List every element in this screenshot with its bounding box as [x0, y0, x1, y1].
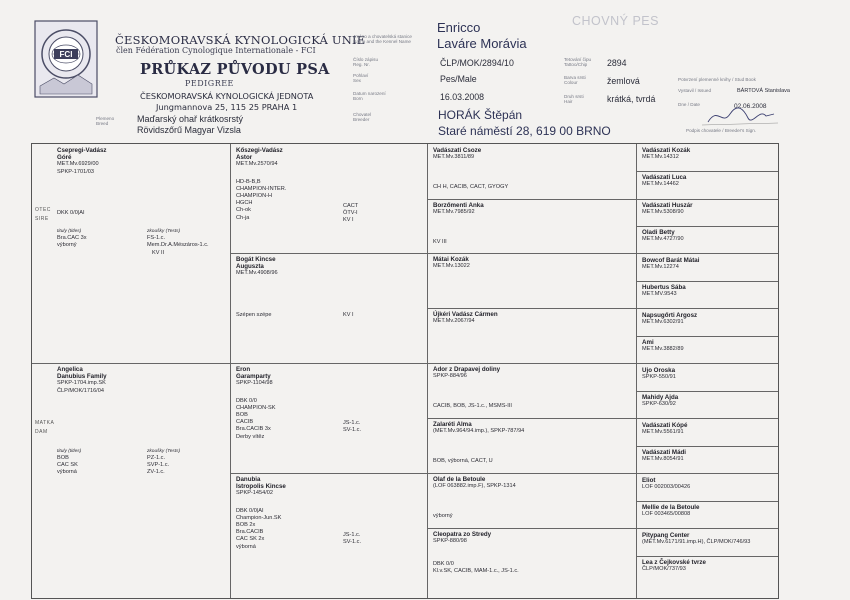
gen2-1-e2: ÖTV-I	[343, 210, 358, 217]
gen4-cell-3	[642, 202, 776, 216]
gen3-8-name: Cleopatra zo Stredy	[433, 531, 492, 538]
gen2-4-t3: BOB 2x	[236, 522, 256, 529]
dam-test: PZ-1.c.	[147, 455, 166, 461]
gen2-3-t6: Derby vítěz	[236, 433, 265, 440]
gen4-cell-12	[642, 449, 776, 463]
gen2-3-t1: DBK 0/0	[236, 397, 257, 404]
gen3-1-name: Vadászati Csoze	[433, 147, 482, 154]
union-title: ČESKOMORAVSKÁ KYNOLOGICKÁ UNIE	[115, 33, 366, 47]
dam-name-2: Danubius Family	[57, 373, 107, 381]
dam-side-label: MATKA DAM	[35, 420, 55, 435]
dam-reg-2: ČLP/MOK/1716/04	[57, 387, 104, 394]
gen2-4-reg: SPKP-1454/02	[236, 490, 274, 497]
gen2-2-name: Bogát Kincse	[236, 256, 276, 263]
sire-name-2: Góré	[57, 154, 72, 162]
dog-sex: Pes/Male	[440, 74, 477, 84]
label-breeder: Chovatel Breeder	[353, 112, 372, 123]
gen2-3-reg: SPKP-1104/98	[236, 380, 273, 387]
gen3-5-info: CACIB, BOB, JS-1.c., MSMS-III	[433, 403, 512, 409]
gen4-9-name: Ujo Oroska	[642, 367, 676, 374]
gen4-15-name: Pitypang Center	[642, 532, 690, 539]
gen4-cell-2	[642, 174, 776, 188]
label-name: Jméno a chovatelská stanice Name and the Kennel Name	[353, 34, 412, 45]
gen4-12-reg: MET.Mv.8054/91	[642, 456, 684, 463]
gen4-14-name: Mellie de la Betoule	[642, 504, 700, 511]
pedigree-title: PRŮKAZ PŮVODU PSA	[140, 61, 330, 78]
gen2-3-e2: SV-1.c.	[343, 427, 362, 434]
sire-name: Csepregi-Vadász	[57, 147, 107, 154]
gen4-6-name: Hubertus Sába	[642, 284, 686, 291]
dam-title-3: výborná	[57, 469, 77, 475]
fci-member-line: člen Fédération Cynologique Internationale - FCI	[116, 46, 316, 55]
breeder-address: Staré náměstí 28, 619 00 BRNO	[438, 124, 611, 138]
gen4-cell-15	[642, 532, 776, 546]
gen4-5-reg: MET.Mv.12274	[642, 264, 679, 271]
club-name: ČESKOMORAVSKÁ KYNOLOGICKÁ JEDNOTA	[140, 91, 314, 101]
sire-title-2: výborný	[57, 242, 77, 248]
dog-kennel-name: Laváre Morávia	[437, 36, 527, 51]
gen4-13-name: Eliot	[642, 477, 656, 484]
gen2-2-t1: Szépen szépe	[236, 312, 272, 318]
gen3-2-reg: MET.Mv.7985/92	[433, 209, 475, 216]
gen4-16-reg: ČLP/MOK/737/93	[642, 566, 686, 573]
label-studbook: Potvrzení plemenné knihy / Stud Book	[678, 77, 756, 82]
gen4-13-reg: LOF 002003/00426	[642, 484, 691, 491]
dam-title-2: CAC SK	[57, 462, 78, 468]
sire-titles-label: tituly (titles)	[57, 229, 82, 234]
dam-title: BOB	[57, 455, 69, 461]
gen3-3-name: Mátai Kozák	[433, 256, 469, 263]
label-issued: Vystavil / Issued	[678, 88, 712, 93]
gen4-cell-8	[642, 339, 776, 353]
gen3-5-name: Ador z Drapavej doliny	[433, 366, 501, 373]
breeder-name: HORÁK Štěpán	[438, 108, 523, 122]
gen3-7-info: výborný	[433, 513, 453, 519]
dam-tests-label: zkoušky (Tests)	[147, 449, 181, 454]
gen2-cell-2	[236, 256, 421, 278]
gen2-1-e1: CACT	[343, 203, 359, 209]
label-sex: Pohlaví Sex	[353, 73, 369, 84]
gen3-5-reg: SPKP-884/96	[433, 373, 467, 380]
dam-name: Angelica	[57, 366, 83, 373]
gen3-cell-6	[433, 421, 633, 435]
gen4-cell-7	[642, 312, 776, 326]
dog-colour: žemlová	[607, 76, 640, 86]
gen3-cell-7	[433, 476, 633, 490]
gen2-3-t5: Bra.CACIB 3x	[236, 426, 271, 433]
label-breed: Plemeno Breed	[96, 116, 115, 127]
gen3-cell-1	[433, 147, 633, 161]
gen2-1-name: Kőszegi-Vadász	[236, 147, 283, 154]
gen3-4-reg: MET.Mv.2067/94	[433, 318, 475, 325]
gen4-9-reg: SPKP-550/91	[642, 374, 676, 381]
gen4-15-reg: (MET.Mv.6171/91.imp.H), ČLP/MOK/746/93	[642, 539, 751, 546]
gen2-4-t5: CAC SK 2x	[236, 536, 265, 543]
gen3-8-reg: SPKP-880/98	[433, 538, 467, 545]
gen2-1-name-2: Astor	[236, 154, 253, 162]
sire-title: Bra.CAC 3x	[57, 235, 87, 241]
gen2-2-reg: MET.Mv.4908/96	[236, 270, 278, 277]
dog-chip: 2894	[607, 58, 627, 68]
gen3-2-name: Borzőmenti Anka	[433, 202, 484, 209]
gen4-7-reg: MET.Mv.6302/91	[642, 319, 684, 326]
gen3-7-reg: (LOF 063882.imp.F), SPKP-1314	[433, 483, 516, 490]
gen2-cell-3	[236, 366, 421, 441]
label-hair: Druh srsti Hair	[564, 94, 584, 105]
handwritten-signature	[700, 102, 780, 128]
gen4-8-reg: MET.Mv.3882/89	[642, 346, 684, 353]
pedigree-subtitle: PEDIGREE	[185, 79, 234, 88]
gen2-4-e1: JS-1.c.	[343, 532, 361, 538]
dam-test-2: SVP-1.c.	[147, 462, 170, 468]
gen4-16-name: Lea z Čejkovské tvrze	[642, 559, 706, 566]
gen2-4-e2: SV-1.c.	[343, 539, 362, 546]
gen4-7-name: Napsugőrti Argosz	[642, 312, 698, 319]
gen3-4-name: Újkéri Vadász Cármen	[433, 311, 498, 318]
gen4-1-name: Vadászati Kozák	[642, 147, 691, 154]
gen2-1-t5: Ch-ok	[236, 207, 251, 214]
breed-name-native: Rövidszőrű Magyar Vizsla	[137, 125, 241, 135]
gen4-cell-16	[642, 559, 776, 573]
gen4-2-name: Vadászati Luca	[642, 174, 687, 181]
gen4-cell-14	[642, 504, 776, 518]
pedigree-table	[31, 143, 779, 599]
label-chip: Tetování čipu Tattoo/Chip	[564, 57, 592, 68]
gen4-cell-1	[642, 147, 776, 161]
label-colour: Barva srsti Colour	[564, 75, 586, 86]
logo-fci-text: FCI	[59, 50, 73, 59]
gen2-4-name: Danubia	[236, 476, 261, 483]
dam-reg: SPKP-1704.imp.SK	[57, 380, 106, 387]
gen3-7-name: Olaf de la Betoule	[433, 476, 486, 483]
gen4-cell-5	[642, 257, 776, 271]
gen3-2-info: KV III	[433, 239, 447, 245]
gen4-10-name: Mahidy Ajda	[642, 394, 679, 401]
label-reg: Číslo zápisu Reg. Nr.	[353, 57, 379, 68]
sire-test-3: KV II	[152, 250, 165, 256]
gen3-cell-5	[433, 366, 633, 380]
gen3-1-reg: MET.Mv.3811/89	[433, 154, 475, 161]
gen4-5-name: Bowcof Barát Mátai	[642, 257, 700, 264]
gen2-2-e1: KV I	[343, 312, 354, 318]
dam-cell	[57, 366, 225, 395]
gen4-cell-6	[642, 284, 776, 298]
sire-tests-label: zkoušky (Tests)	[147, 229, 181, 234]
sire-test: FS-1.c.	[147, 235, 166, 241]
gen3-3-reg: MET.Mv.13022	[433, 263, 470, 270]
gen3-cell-2	[433, 202, 633, 216]
gen2-3-name: Eron	[236, 366, 251, 373]
gen2-4-t4: Bra.CACIB	[236, 529, 264, 536]
gen3-8-info: DBK 0/0	[433, 561, 454, 567]
gen2-3-name-2: Garamparty	[236, 373, 271, 381]
gen2-cell-1	[236, 147, 421, 222]
gen4-cell-11	[642, 422, 776, 436]
sire-hd: DKK 0/0|AI	[57, 210, 85, 216]
gen2-3-t4: CACIB	[236, 419, 254, 426]
gen2-4-t2: Champion-Jun.SK	[236, 514, 282, 521]
stamp-watermark: CHOVNÝ PES	[572, 14, 659, 28]
gen2-3-t3: BOB	[236, 412, 248, 419]
gen2-1-exams	[343, 203, 358, 225]
gen4-11-reg: MET.Mv.5561/91	[642, 429, 684, 436]
gen2-1-reg: MET.Mv.2570/94	[236, 161, 278, 168]
gen2-4-name-2: Istropolis Kincse	[236, 483, 286, 491]
gen3-1-info: CH H, CACIB, CACT, GYOGY	[433, 184, 509, 190]
gen2-1-e3: KV I	[343, 217, 354, 224]
gen2-4-exams	[343, 532, 361, 546]
dog-hair: krátká, tvrdá	[607, 94, 656, 104]
gen4-4-name: Oladi Betty	[642, 229, 675, 236]
fci-logo	[34, 20, 98, 98]
gen4-8-name: Ami	[642, 339, 654, 346]
gen4-11-name: Vadászati Kópé	[642, 422, 688, 429]
gen4-3-reg: MET.Mv.5308/90	[642, 209, 684, 216]
sire-reg-2: SPKP-1701/03	[57, 168, 95, 175]
gen3-6-name: Zalaréti Alma	[433, 421, 472, 428]
issue-date: 02.06.2008	[734, 103, 767, 110]
gen2-3-e1: JS-1.c.	[343, 420, 361, 426]
gen4-10-reg: SPKP-630/92	[642, 401, 676, 408]
gen4-12-name: Vadászati Mádi	[642, 449, 687, 456]
breed-name: Maďarský ohař krátkosrstý	[137, 114, 244, 124]
gen4-cell-9	[642, 367, 776, 381]
dog-dob: 16.03.2008	[440, 92, 485, 102]
gen4-cell-10	[642, 394, 776, 408]
dog-name-line1: Enricco	[437, 20, 481, 35]
gen2-1-t1: HD-B-B,B	[236, 178, 261, 185]
gen4-3-name: Vadászati Huszár	[642, 202, 693, 209]
sire-side-label: OTEC SIRE	[35, 207, 51, 222]
gen4-1-reg: MET.Mv.14312	[642, 154, 679, 161]
gen4-cell-13	[642, 477, 776, 491]
gen3-cell-3	[433, 256, 633, 270]
gen2-1-t3: CHAMPION-H	[236, 193, 273, 200]
gen2-1-t4: HGCH	[236, 200, 253, 207]
gen4-4-reg: MET.Mv.4727/90	[642, 236, 684, 243]
label-breeder-sign: Podpis chovatele / Breeder's Sign.	[686, 128, 757, 133]
club-address: Jungmannova 25, 115 25 PRAHA 1	[156, 102, 298, 112]
gen3-6-reg: (MET.Mv.964/94.imp.), SPKP-787/94	[433, 428, 525, 435]
gen3-cell-8	[433, 531, 633, 545]
gen3-8-info-2: Kl.v.SK, CACIB, MAM-1.c., JS-1.c.	[433, 568, 519, 574]
gen4-2-reg: MET.Mv.14462	[642, 181, 679, 188]
dam-test-3: ZV-1.c.	[147, 469, 165, 475]
gen3-6-info: BOB, výborná, CACT, U	[433, 458, 493, 464]
gen2-cell-4	[236, 476, 421, 551]
label-dob: Datum narození Born	[353, 91, 386, 102]
gen2-4-t6: výborná	[236, 543, 256, 550]
gen2-1-t2: CHAMPION-INTER.	[236, 185, 287, 192]
sire-test-2: Mem.Dr.A.Mészáros-1.c.	[147, 242, 209, 248]
issued-by: BÁRTOVÁ Stanislava	[737, 88, 790, 94]
gen2-3-exams	[343, 420, 361, 434]
gen3-cell-4	[433, 311, 633, 325]
gen2-2-name-2: Auguszta	[236, 263, 264, 271]
gen4-6-reg: MET.MV.9543	[642, 291, 677, 298]
gen2-1-t6: Ch-ja	[236, 214, 250, 221]
sire-reg: MET.Mv.6929/00	[57, 161, 99, 168]
gen2-4-t1: DBK 0/0|AI	[236, 507, 264, 514]
gen2-3-t2: CHAMPION-SK	[236, 404, 276, 411]
sire-cell	[57, 147, 225, 176]
dam-titles-label: tituly (titles)	[57, 449, 82, 454]
label-date: Dne / Date	[678, 102, 700, 107]
dog-reg-number: ČLP/MOK/2894/10	[440, 58, 514, 68]
gen4-14-reg: LOF 003465/00808	[642, 511, 691, 518]
gen4-cell-4	[642, 229, 776, 243]
